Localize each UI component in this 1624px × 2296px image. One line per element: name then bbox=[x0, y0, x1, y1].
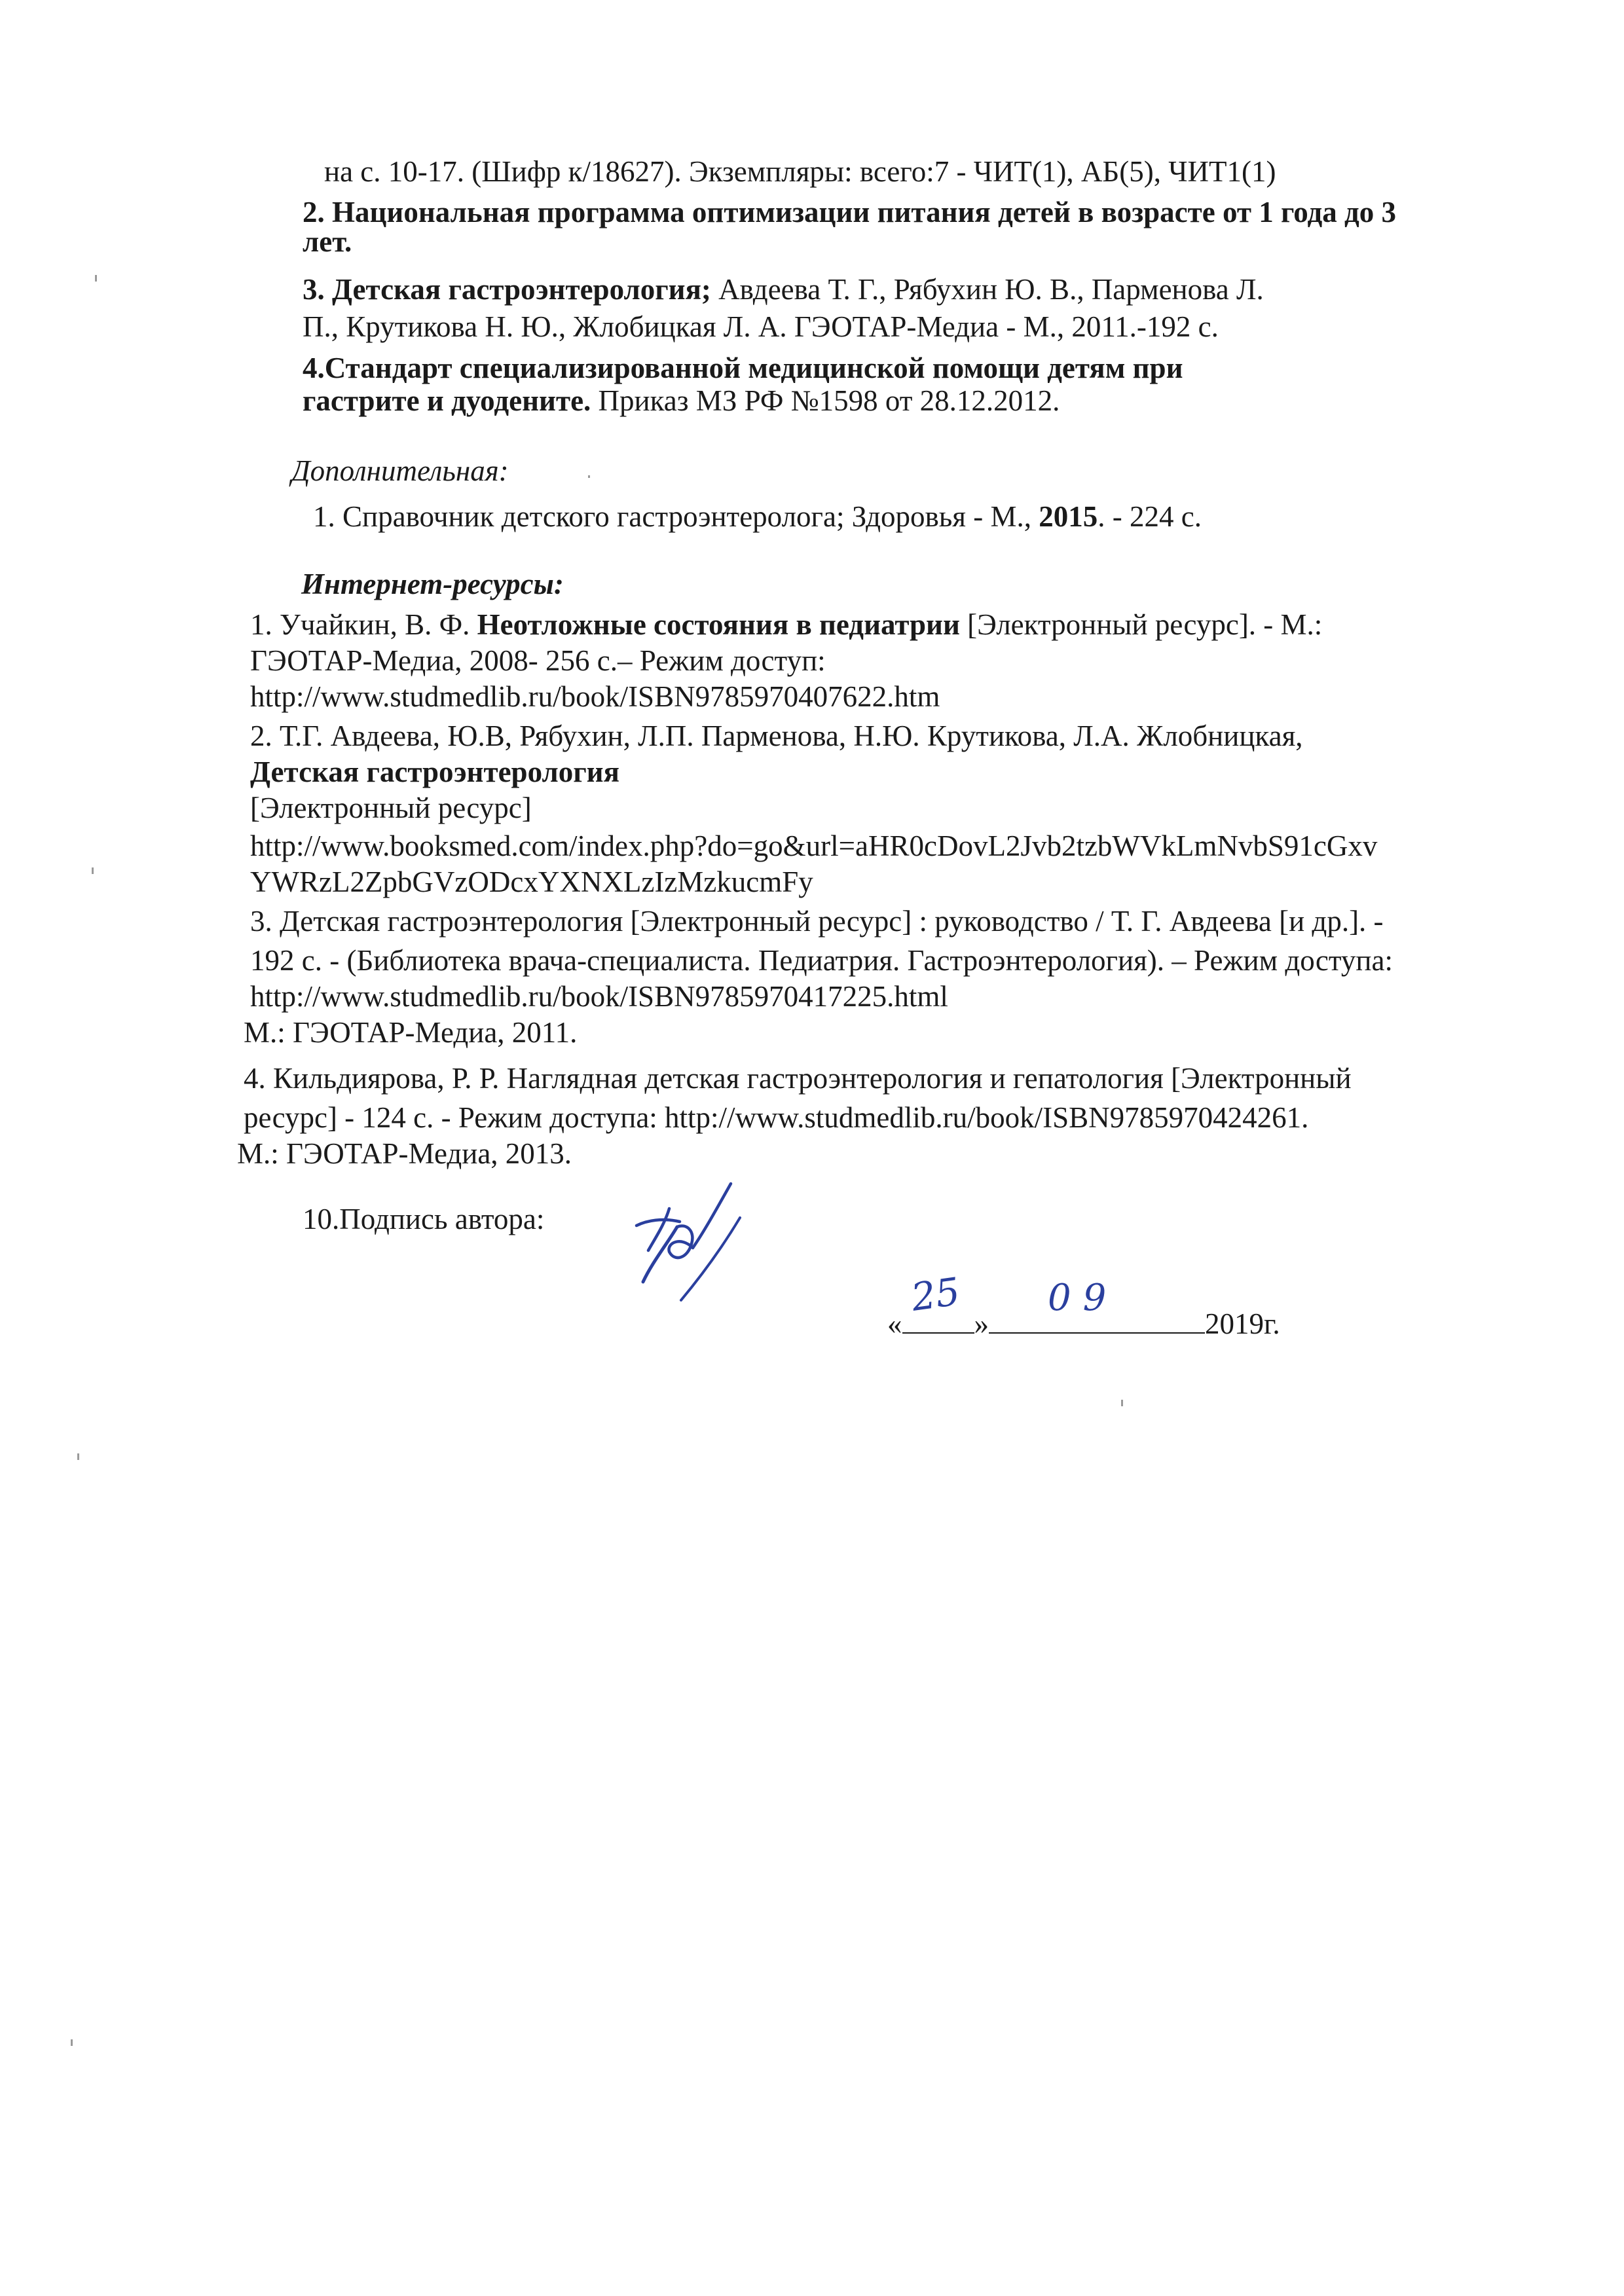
internet-resource-1-line-2: ГЭОТАР-Медиа, 2008- 256 с.– Режим доступ: bbox=[250, 644, 826, 677]
main-source-4-line-2 bbox=[303, 385, 1060, 418]
additional-item-1-text: 1. Справочник детского гастроэнтеролога; Здоровья - М., bbox=[313, 500, 1039, 533]
internet-resource-4-publisher: М.: ГЭОТАР-Медиа, 2013. bbox=[237, 1137, 572, 1170]
main-source-3-line-1 bbox=[303, 274, 1264, 306]
additional-item-1-year: 2015 bbox=[1039, 500, 1098, 533]
internet-resource-3-publisher: М.: ГЭОТАР-Медиа, 2011. bbox=[244, 1016, 578, 1049]
additional-item-1 bbox=[313, 501, 1202, 534]
internet-resource-1-line-1 bbox=[250, 609, 1322, 642]
main-source-3-line-2: П., Крутикова Н. Ю., Жлобицкая Л. А. ГЭОТАР-Медиа - М., 2011.-192 с. bbox=[303, 310, 1219, 343]
internet-resource-2-url-line-2[interactable]: YWRzL2ZpbGVzODcxYXNXLzIzMzkucmFy bbox=[250, 866, 813, 898]
scan-speck bbox=[77, 1453, 79, 1460]
scan-speck bbox=[1121, 1400, 1123, 1406]
internet-resource-3-line-1: 3. Детская гастроэнтерология [Электронный ресурс] : руководство / Т. Г. Авдеева [и др.]. - bbox=[250, 905, 1384, 938]
main-source-1-tail: на с. 10-17. (Шифр к/18627). Экземпляры: всего:7 - ЧИТ(1), АБ(5), ЧИТ1(1) bbox=[324, 155, 1276, 188]
internet-heading: Интернет-ресурсы: bbox=[301, 568, 564, 600]
main-source-2-line-1: 2. Национальная программа оптимизации питания детей в возрасте от 1 года до 3 bbox=[303, 196, 1397, 228]
main-source-3-title: 3. Детская гастроэнтерология; bbox=[303, 273, 711, 306]
scan-speck bbox=[71, 2039, 73, 2046]
handwritten-month: 09 bbox=[1048, 1277, 1118, 1319]
internet-resource-3-url[interactable]: http://www.studmedlib.ru/book/ISBN9785970417225.html bbox=[250, 980, 948, 1013]
additional-item-1-pages: . - 224 с. bbox=[1098, 500, 1202, 533]
internet-resource-4-line-1: 4. Кильдиярова, Р. Р. Наглядная детская гастроэнтерология и гепатология [Электронный bbox=[244, 1062, 1352, 1095]
internet-resource-1-title: Неотложные состояния в педиатрии bbox=[477, 608, 960, 641]
internet-resource-2-type: [Электронный ресурс] bbox=[250, 792, 532, 824]
main-source-4-order: Приказ МЗ РФ №1598 от 28.12.2012. bbox=[591, 384, 1060, 417]
internet-resource-2-line-1: 2. Т.Г. Авдеева, Ю.В, Рябухин, Л.П. Парменова, Н.Ю. Крутикова, Л.А. Жлобницкая, bbox=[250, 720, 1303, 752]
internet-resource-3-line-2: 192 с. - (Библиотека врача-специалиста. Педиатрия. Гастроэнтерология). – Режим доступа: bbox=[250, 944, 1393, 977]
main-source-4-line-1: 4.Стандарт специализированной медицинской помощи детям при bbox=[303, 352, 1183, 384]
internet-resource-4-line-2: ресурс] - 124 с. - Режим доступа: http://www.studmedlib.ru/book/ISBN9785970424261. bbox=[244, 1101, 1309, 1134]
scan-speck bbox=[92, 867, 94, 874]
date-year: 2019г. bbox=[1205, 1307, 1280, 1340]
main-source-2-line-2: лет. bbox=[303, 225, 352, 258]
author-signature bbox=[629, 1178, 786, 1309]
main-source-4-title-tail: гастрите и дуодените. bbox=[303, 384, 591, 417]
date-open-quote: « bbox=[887, 1307, 902, 1340]
scan-speck bbox=[588, 475, 590, 478]
scan-speck bbox=[95, 275, 97, 282]
internet-resource-1-type: [Электронный ресурс]. - М.: bbox=[959, 608, 1323, 641]
internet-resource-1-author: 1. Учайкин, В. Ф. bbox=[250, 608, 477, 641]
main-source-3-authors: Авдеева Т. Г., Рябухин Ю. В., Парменова Л. bbox=[710, 273, 1264, 306]
additional-heading: Дополнительная: bbox=[291, 454, 509, 487]
signature-label: 10.Подпись автора: bbox=[303, 1203, 545, 1235]
internet-resource-1-url[interactable]: http://www.studmedlib.ru/book/ISBN9785970407622.htm bbox=[250, 680, 940, 713]
internet-resource-2-title: Детская гастроэнтерология bbox=[250, 756, 619, 788]
internet-resource-2-url-line-1[interactable]: http://www.booksmed.com/index.php?do=go&url=aHR0cDovL2Jvb2tzbWVkLmNvbS91cGxv bbox=[250, 829, 1378, 862]
handwritten-day: 25 bbox=[908, 1269, 963, 1320]
date-close-quote: » bbox=[974, 1307, 989, 1340]
